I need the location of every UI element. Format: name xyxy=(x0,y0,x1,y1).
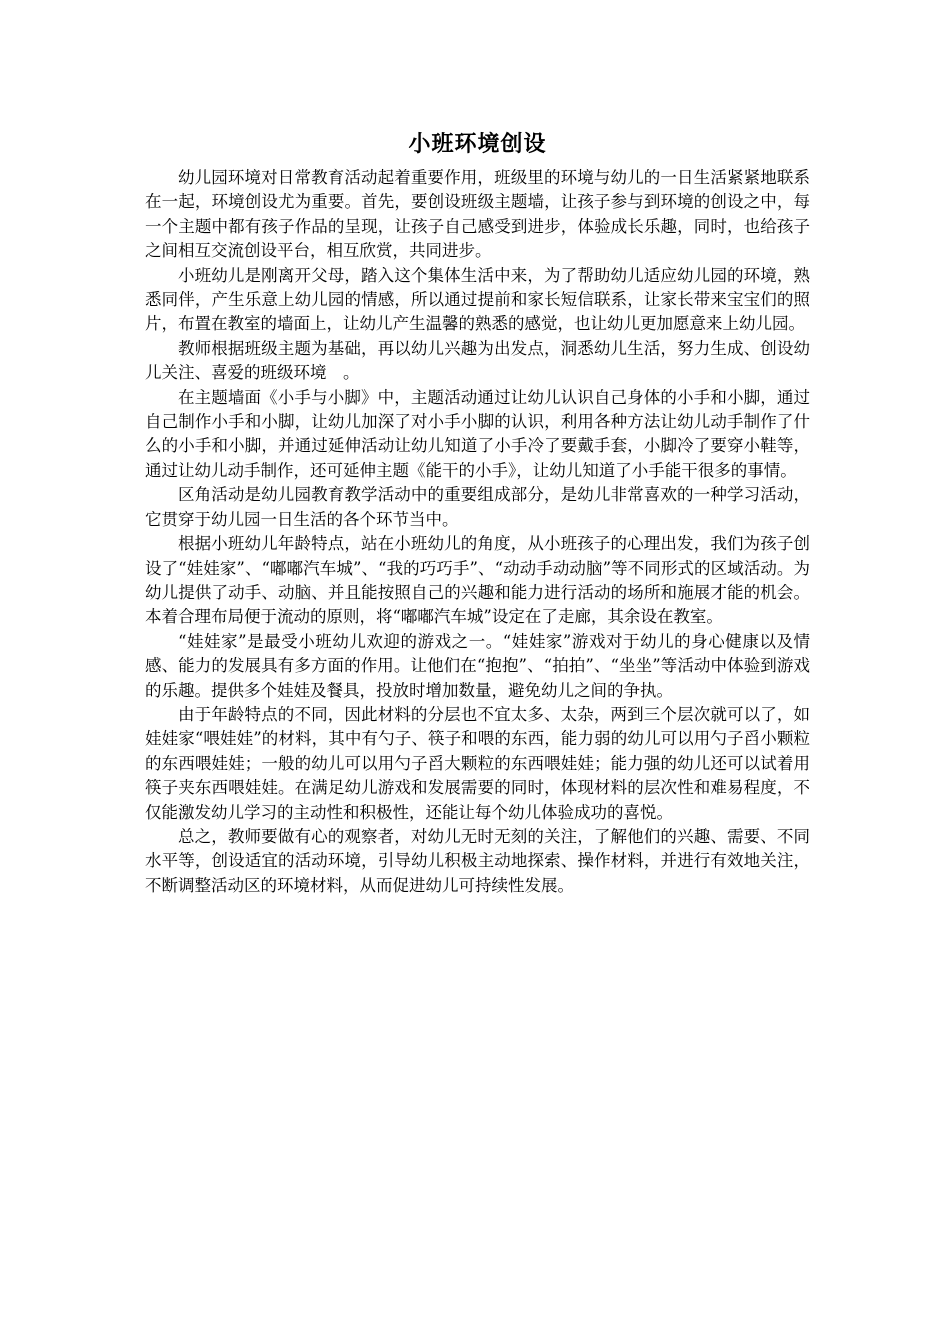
document-page xyxy=(145,130,810,898)
document-title: 小班环境创设 xyxy=(408,132,547,157)
paragraph-6: 根据小班幼儿年龄特点，站在小班幼儿的角度，从小班孩子的心理出发，我们为孩子创设了“娃娃家”、“嘟嘟汽车城”、“我的巧巧手”、“动动手动动脑”等不同形式的区域活动。为幼儿提供了动手、动脑、并且能按照自己的兴趣和能力进行活动的场所和施展才能的机会。本着合理布局便于流动的原则，将“嘟嘟汽车城”设定在了走廊，其余设在教室。 xyxy=(145,534,810,627)
paragraph-3: 教师根据班级主题为基础，再以幼儿兴趣为出发点，洞悉幼儿生活，努力生成、创设幼儿关注、喜爱的班级环境 。 xyxy=(145,338,810,383)
paragraph-8: 由于年龄特点的不同，因此材料的分层也不宜太多、太杂，两到三个层次就可以了，如娃娃家“喂娃娃”的材料，其中有勺子、筷子和喂的东西，能力弱的幼儿可以用勺子舀小颗粒的东西喂娃娃；一般的幼儿可以用勺子舀大颗粒的东西喂娃娃；能力强的幼儿还可以试着用筷子夹东西喂娃娃。在满足幼儿游戏和发展需要的同时，体现材料的层次性和难易程度，不仅能激发幼儿学习的主动性和积极性，还能让每个幼儿体验成功的喜悦。 xyxy=(145,704,810,822)
paragraph-7: “娃娃家”是最受小班幼儿欢迎的游戏之一。“娃娃家”游戏对于幼儿的身心健康以及情感、能力的发展具有多方面的作用。让他们在“抱抱”、“拍拍”、“坐坐”等活动中体验到游戏的乐趣。提供多个娃娃及餐具，投放时增加数量，避免幼儿之间的争执。 xyxy=(145,631,810,700)
paragraph-9: 总之，教师要做有心的观察者，对幼儿无时无刻的关注，了解他们的兴趣、需要、不同水平等，创设适宜的活动环境，引导幼儿积极主动地探索、操作材料，并进行有效地关注，不断调整活动区的环境材料，从而促进幼儿可持续性发展。 xyxy=(145,826,810,895)
paragraph-5: 区角活动是幼儿园教育教学活动中的重要组成部分，是幼儿非常喜欢的一种学习活动，它贯穿于幼儿园一日生活的各个环节当中。 xyxy=(145,485,810,529)
paragraph-4: 在主题墙面《小手与小脚》中，主题活动通过让幼儿认识自己身体的小手和小脚，通过自己制作小手和小脚，让幼儿加深了对小手小脚的认识，利用各种方法让幼儿动手制作了什么的小手和小脚，并通过延伸活动让幼儿知道了小手冷了要戴手套，小脚冷了要穿小鞋等，通过让幼儿动手制作，还可延伸主题《能干的小手》，让幼儿知道了小手能干很多的事情。 xyxy=(145,387,810,480)
paragraph-2: 小班幼儿是刚离开父母，踏入这个集体生活中来，为了帮助幼儿适应幼儿园的环境，熟悉同伴，产生乐意上幼儿园的情感，所以通过提前和家长短信联系，让家长带来宝宝们的照片，布置在教室的墙面上，让幼儿产生温馨的熟悉的感觉，也让幼儿更加愿意来上幼儿园。 xyxy=(145,265,810,334)
paragraph-1: 幼儿园环境对日常教育活动起着重要作用，班级里的环境与幼儿的一日生活紧紧地联系在一起，环境创设尤为重要。首先，要创设班级主题墙，让孩子参与到环境的创设之中，每一个主题中都有孩子作品的呈现，让孩子自己感受到进步，体验成长乐趣，同时，也给孩子之间相互交流创设平台，相互欣赏，共同进步。 xyxy=(145,168,810,261)
